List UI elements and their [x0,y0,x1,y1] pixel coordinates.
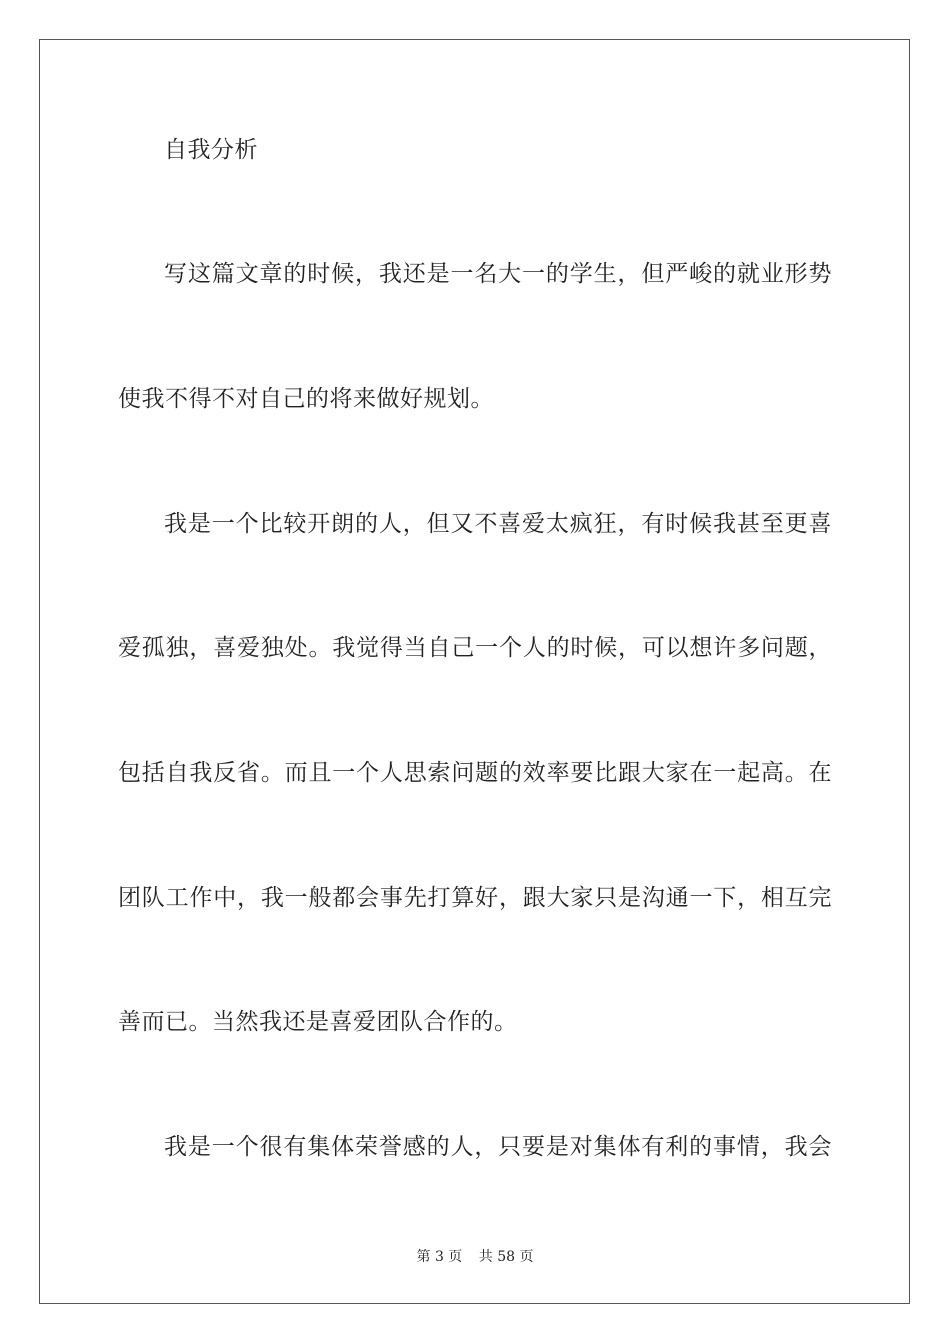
paragraph-line-6: 团队工作中，我一般都会事先打算好，跟大家只是沟通一下，相互完 [118,885,832,911]
paragraph-line-4: 爱孤独，喜爱独处。我觉得当自己一个人的时候，可以想许多问题， [118,635,832,661]
document-heading: 自我分析 [164,137,258,163]
page-number: 第 3 页 [416,1249,463,1265]
paragraph-line-5: 包括自我反省。而且一个人思索问题的效率要比跟大家在一起高。在 [118,760,832,786]
paragraph-line-3: 我是一个比较开朗的人，但又不喜爱太疯狂，有时候我甚至更喜 [164,511,832,537]
paragraph-line-2: 使我不得不对自己的将来做好规划。 [118,386,494,412]
paragraph-line-1: 写这篇文章的时候，我还是一名大一的学生，但严峻的就业形势 [164,261,832,287]
page-total: 共 58 页 [478,1249,534,1265]
paragraph-line-8: 我是一个很有集体荣誉感的人，只要是对集体有利的事情，我会 [164,1134,832,1160]
page-footer [0,1246,950,1266]
paragraph-line-7: 善而已。当然我还是喜爱团队合作的。 [118,1009,518,1035]
page-border [39,39,910,1304]
